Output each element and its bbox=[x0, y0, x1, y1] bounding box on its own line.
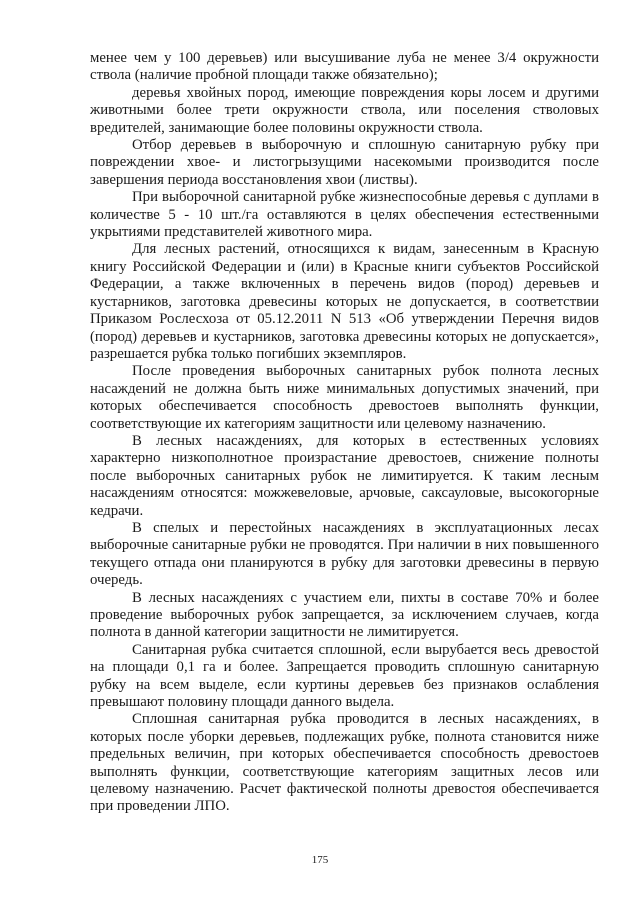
paragraph: Отбор деревьев в выборочную и сплошную санитарную рубку при повреждении хвое- и листогрызущими насекомыми производится после завершения периода восстановления хвои (листвы). bbox=[90, 137, 599, 188]
document-page bbox=[90, 50, 599, 816]
paragraph: В лесных насаждениях с участием ели, пихты в составе 70% и более проведение выборочных рубок запрещается, за исключением случаев, когда полнота в данной категории защитности не лимитируется. bbox=[90, 589, 599, 641]
paragraph: После проведения выборочных санитарных рубок полнота лесных насаждений не должна быть ниже минимальных допустимых значений, при которых обеспечивается способность древостоев выполнять функции, соответствующие их категориям защитности или целевому назначению. bbox=[90, 363, 599, 432]
paragraph: Санитарная рубка считается сплошной, если вырубается весь древостой на площади 0,1 га и более. Запрещается проводить сплошную санитарную рубку на всем выделе, если куртины деревьев без признаков ослабления превышают половину площади данного выдела. bbox=[90, 641, 599, 711]
paragraph: Сплошная санитарная рубка проводится в лесных насаждениях, в которых после уборки деревьев, подлежащих рубке, полнота становится ниже предельных величин, при которых обеспечивается способность древостоев выполнять функции, соответствующие категориям защитных лесов или целевому назначению. Расчет фактической полноты древостоя обеспечивается при проведении ЛПО. bbox=[90, 711, 599, 815]
paragraph: Для лесных растений, относящихся к видам, занесенным в Красную книгу Российской Федерации и (или) в Красные книги субъектов Российской Федерации, а также включенных в перечень видов (пород) деревьев и кустарников, заготовка древесины которых не допускается, в соответствии Приказом Рослесхоза от 05.12.2011 N 513 «Об утверждении Перечня видов (пород) деревьев и кустарников, заготовка древесины которых не допускается», разрешается рубка только погибших экземпляров. bbox=[90, 241, 599, 362]
paragraph-continued: менее чем у 100 деревьев) или высушивание луба не менее 3/4 окружности ствола (наличие пробной площади также обязательно); bbox=[90, 50, 599, 84]
paragraph: В спелых и перестойных насаждениях в эксплуатационных лесах выборочные санитарные рубки не проводятся. При наличии в них повышенного текущего отпада они планируются в рубку для заготовки древесины в первую очередь. bbox=[90, 519, 599, 589]
paragraph: При выборочной санитарной рубке жизнеспособные деревья с дуплами в количестве 5 - 10 шт./га оставляются в целях обеспечения естественными укрытиями представителей животного мира. bbox=[90, 189, 599, 241]
paragraph: деревья хвойных пород, имеющие повреждения коры лосем и другими животными более трети окружности ствола, или поселения стволовых вредителей, занимающие более половины окружности ствола. bbox=[90, 84, 599, 136]
paragraph: В лесных насаждениях, для которых в естественных условиях характерно низкополнотное произрастание древостоев, снижение полноты после выборочных санитарных рубок не лимитируется. К таким лесным насаждениям относятся: можжевеловые, арчовые, саксауловые, высокогорные кедрачи. bbox=[90, 432, 599, 519]
page-number: 175 bbox=[311, 854, 329, 866]
